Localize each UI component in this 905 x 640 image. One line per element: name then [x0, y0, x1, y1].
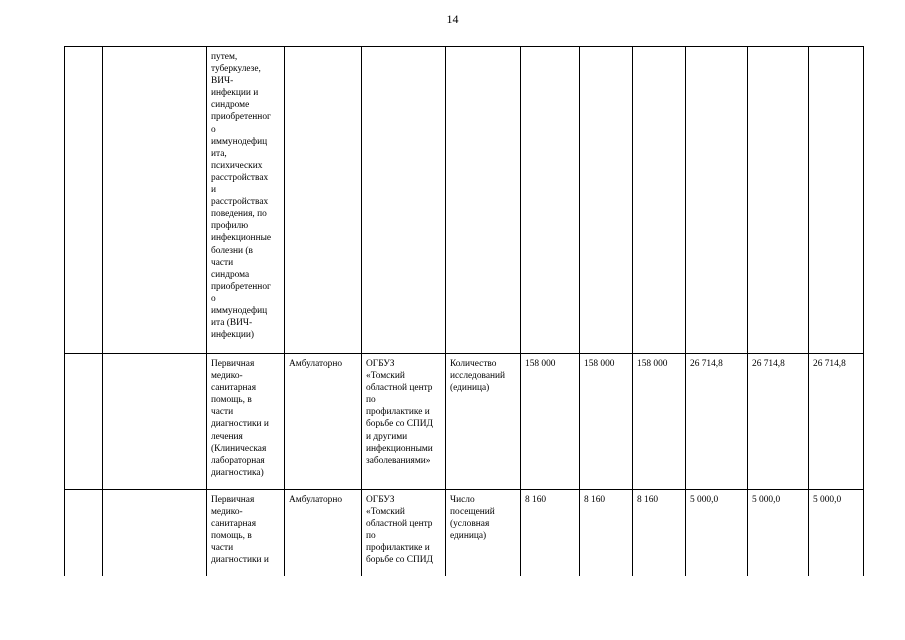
program-cell	[103, 490, 207, 576]
volume-year2-cell: 8 160	[580, 490, 633, 576]
cost-year3-cell	[809, 47, 864, 354]
organization-cell: ОГБУЗ «Томский областной центр по профилактике и борьбе со СПИД и другими инфекционными заболеваниями»	[362, 354, 446, 490]
program-cell	[103, 354, 207, 490]
unit-cell	[446, 47, 521, 354]
table-row	[65, 354, 864, 490]
cost-year1-cell: 26 714,8	[686, 354, 748, 490]
unit-cell: Число посещений (условная единица)	[446, 490, 521, 576]
services-table	[64, 46, 864, 576]
cost-year3-cell: 5 000,0	[809, 490, 864, 576]
service-type-cell: Первичная медико- санитарная помощь, в части диагностики и лечения (Клиническая лабораторная диагностика)	[207, 354, 285, 490]
volume-year3-cell	[633, 47, 686, 354]
row-number-cell	[65, 47, 103, 354]
service-type-cell: Первичная медико- санитарная помощь, в части диагностики и	[207, 490, 285, 576]
row-number-cell	[65, 354, 103, 490]
cost-year2-cell	[748, 47, 809, 354]
care-conditions-cell	[285, 47, 362, 354]
cost-year1-cell: 5 000,0	[686, 490, 748, 576]
unit-cell: Количество исследований (единица)	[446, 354, 521, 490]
table-row	[65, 47, 864, 354]
cost-year3-cell: 26 714,8	[809, 354, 864, 490]
cost-year2-cell: 5 000,0	[748, 490, 809, 576]
page-number: 14	[446, 12, 459, 26]
volume-year3-cell: 8 160	[633, 490, 686, 576]
care-conditions-cell: Амбулаторно	[285, 490, 362, 576]
row-number-cell	[65, 490, 103, 576]
table-row	[65, 490, 864, 576]
volume-year2-cell	[580, 47, 633, 354]
service-type-cell: путем, туберкулезе, ВИЧ- инфекции и синдроме приобретенног о иммунодефиц ита, психических расстройствах и расстройствах поведения, по профилю инфекционные болезни (в части синдрома приобретенног о иммунодефиц ита (ВИЧ- инфекции)	[207, 47, 285, 354]
program-cell	[103, 47, 207, 354]
volume-year1-cell: 8 160	[521, 490, 580, 576]
cost-year1-cell	[686, 47, 748, 354]
volume-year1-cell: 158 000	[521, 354, 580, 490]
volume-year1-cell	[521, 47, 580, 354]
organization-cell	[362, 47, 446, 354]
cost-year2-cell: 26 714,8	[748, 354, 809, 490]
organization-cell: ОГБУЗ «Томский областной центр по профилактике и борьбе со СПИД	[362, 490, 446, 576]
care-conditions-cell: Амбулаторно	[285, 354, 362, 490]
volume-year2-cell: 158 000	[580, 354, 633, 490]
volume-year3-cell: 158 000	[633, 354, 686, 490]
